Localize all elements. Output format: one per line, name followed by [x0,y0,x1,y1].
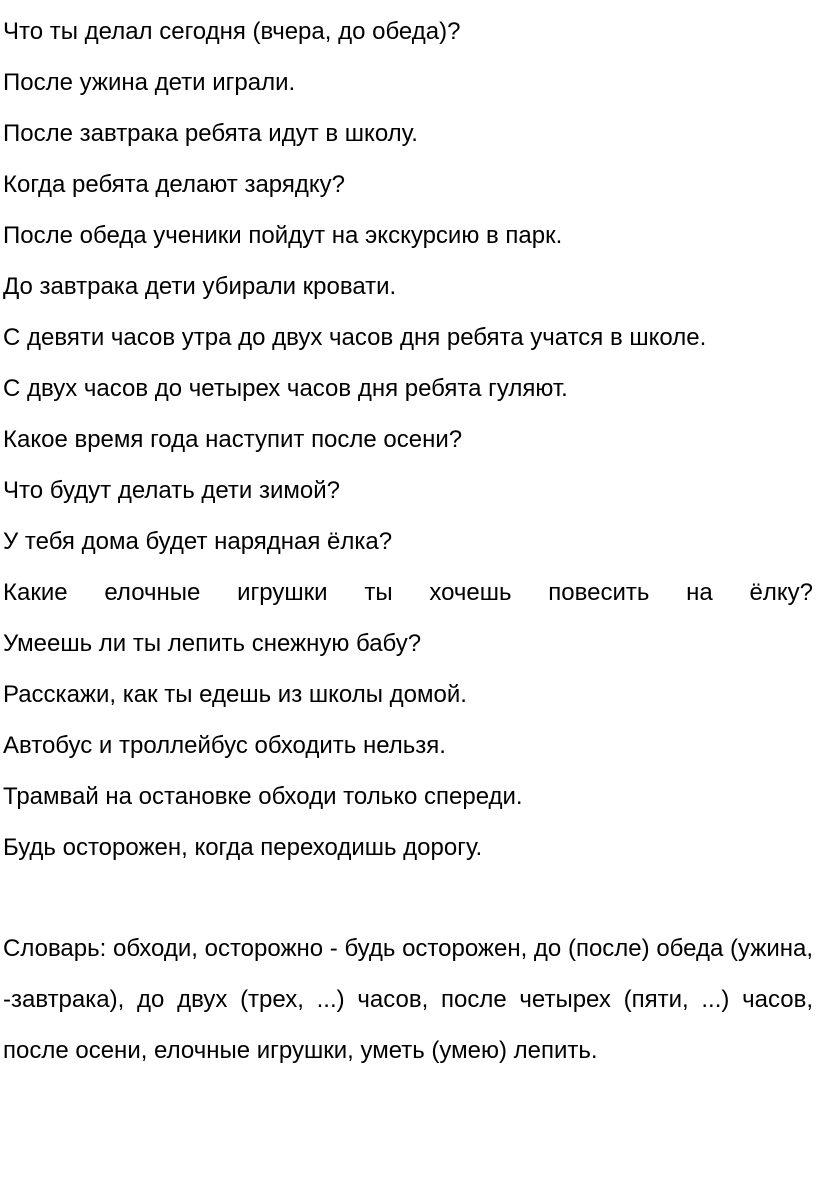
text-line: Что будут делать дети зимой? [3,477,340,504]
text-paragraph-toys: Какие елочные игрушки ты хочешь повесить на ёлку? [3,579,813,606]
text-line: С двух часов до четырех часов дня ребята гуляют. [3,375,568,402]
paragraph-gap [3,873,813,923]
text-line: Умеешь ли ты лепить снежную бабу? [3,630,422,657]
text-line: Что ты делал сегодня (вчера, до обеда)? [3,18,461,45]
text-line: До завтрака дети убирали кровати. [3,273,397,300]
text-line: У тебя дома будет нарядная ёлка? [3,528,393,555]
text-line: Будь осторожен, когда переходишь дорогу. [3,834,483,861]
text-line: После ужина дети играли. [3,69,296,96]
text-line: После обеда ученики пойдут на экскурсию в парк. [3,222,563,249]
vocabulary-paragraph: Словарь: обходи, осторожно - будь осторожен, до (после) обеда (ужина, -завтрака), до двух (трех, ...) часов, после четырех (пяти, ...) часов, после осени, елочные игрушки, уметь (умею) лепить. [3,935,813,1064]
text-line: Трамвай на остановке обходи только спереди. [3,783,523,810]
text-line: После завтрака ребята идут в школу. [3,120,418,147]
text-paragraph-school: С девяти часов утра до двух часов дня ребята учатся в школе. [3,324,707,351]
text-line: Автобус и троллейбус обходить нельзя. [3,732,446,759]
text-line: Расскажи, как ты едешь из школы домой. [3,681,467,708]
document-page [3,6,813,1076]
text-line: Когда ребята делают зарядку? [3,171,345,198]
text-line: Какое время года наступит после осени? [3,426,463,453]
